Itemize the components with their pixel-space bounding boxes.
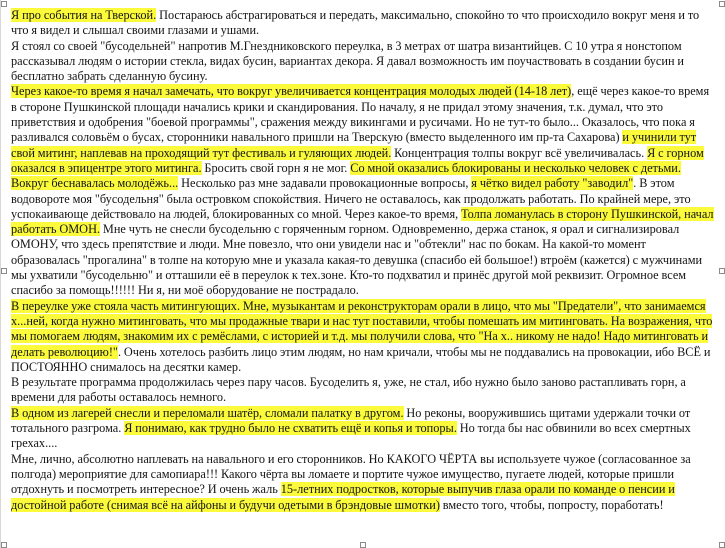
selection-handle-top-left[interactable] xyxy=(1,1,7,7)
highlighted-text: Я про события на Тверской. xyxy=(11,8,157,22)
paragraph-2 xyxy=(11,39,716,85)
highlighted-text: Я понимаю, как трудно было не схватить ещё и копья и топоры. xyxy=(124,421,457,436)
paragraph-text: Но тогда бы нас обвинили во всех смертных грехах.... xyxy=(11,421,691,451)
paragraph-text: Мне чуть не снесли бусодельню с горяченным горном. Одновременно, держа станок, я орал и сигнализировал ОМОНУ, что здесь препятствие и люди. Мне повезло, что они увидели нас и "обтекли" нас по бокам. На какой-то момент образовалась "прогалина" в толпе на которую мне и указала какая-то девушка (спасибо ей большое!) втроём (кажется) с мужчинами мы ухватили "бусодельню" и отташили её в переулок к тех.зоне. Кто-то подхватил и принёс другой мой реквизит. Огромное всем спасибо за помощь!!!!!! Ни я, ни моё оборудование не пострадало. xyxy=(11,222,703,298)
paragraph-text: Постараюсь абстрагироваться и передать, максимально, спокойно то что происходило вокруг меня и то что я видел и слышал своими глазами и ушами. xyxy=(11,8,700,38)
highlighted-text: Толпа ломанулась в сторону Пушкинской, начал работать ОМОН. xyxy=(11,206,714,237)
highlighted-text: Я с горном оказался в эпицентре этого митинга. xyxy=(11,145,704,175)
selection-handle-bottom-middle[interactable] xyxy=(360,542,366,548)
selection-handle-bottom-left[interactable] xyxy=(1,542,7,548)
paragraph-7 xyxy=(11,452,716,513)
paragraph-3 xyxy=(11,84,716,298)
paragraph-text: Несколько раз мне задавали провокационные вопросы, xyxy=(178,176,472,191)
paragraph-text: Бросить свой горн я не мог. xyxy=(201,160,351,175)
selection-handle-top-right[interactable] xyxy=(719,1,725,7)
highlighted-text: В одном из лагерей снесли и переломали шатёр, сломали палатку в другом. xyxy=(11,405,404,420)
highlighted-text: В переулке уже стояла часть митингующих. Мне, музыкантам и реконструкторам орали в лицо, что мы "Предатели", что занимаемся х...ней, когда нужно митинговать, что мы продажные твари и нас тут поставили, чтобы помешать им митинговать. На возражения, что мы помогаем людям, знакомим их с ремёслами, с историей и т.д. мы получили слова, что "На х.. никому не надо! Надо митинговать и делать революцию!" xyxy=(11,298,713,359)
selection-handle-middle-left[interactable] xyxy=(1,268,7,274)
paragraph-text: . В этом водовороте моя "бусодельня" была островком спокойствия. Ничего не оставалось, как продолжать работать. По крайней мере, это успокаивающе действовало на людей, блокированных со мной. Через какое-то время, xyxy=(11,176,691,221)
paragraph-6 xyxy=(11,406,716,452)
paragraph-text: . Очень хотелось разбить лицо этим людям, но нам кричали, чтобы мы не поддавались на провокации, ибо ВСЁ и ПОСТОЯННО снималось на десятки камер. xyxy=(11,344,711,374)
highlighted-text: Со мной оказались блокированы и несколько человек с детьми. Вокруг беснавалась молодёжь... xyxy=(11,160,681,191)
paragraph-5 xyxy=(11,375,716,406)
paragraph-4 xyxy=(11,299,716,375)
paragraph-text: В результате программа продолжилась через пару часов. Бусоделить я, уже, не стал, ибо нужно было заново растапливать горн, а времени для работы оставалось немного. xyxy=(11,375,686,405)
paragraph-text: Мне, лично, абсолютно наплевать на навального и его сторонников. Но КАКОГО ЧЁРТА вы используете чужое (согласованное за полгода) мероприятие для самопиара!!! Какого чёрта вы ломаете и портите чужое имущество, пугаете людей, которые пришли отдохнуть и посмотреть интересное? И очень жаль xyxy=(11,451,691,497)
paragraph-text: Концентрация толпы вокруг всё увеличивалась. xyxy=(391,145,648,160)
paragraph-text: Я стоял со своей "бусодельней" напротив М.Гнездниковского переулка, в 3 метрах от шатра византийцев. С 10 утра я нонстопом рассказывал людям о истории стекла, видах бусин, вариантах декора. Я давал возможность им поучаствовать в создании бусин и бесплатно забрать сделанную бусину. xyxy=(11,38,684,84)
paragraph-1 xyxy=(11,8,716,39)
highlighted-text: я чётко видел работу "заводил" xyxy=(471,176,634,191)
highlighted-text: 15-летних подростков, которые выпучив глаза орали по команде о пенсии и достойной работе (снимая всё на айфоны и будучи одетыми в брэндовые шмотки) xyxy=(11,482,675,512)
highlighted-text: и учинили тут свой митинг, наплевав на проходящий тут фестиваль и гуляющих людей. xyxy=(11,130,697,160)
highlighted-text: Через какое-то время я начал замечать, что вокруг увеличивается концентрация молодых людей (14-18 лет) xyxy=(11,84,572,99)
paragraph-text: вместо того, чтобы, попросту, поработать! xyxy=(439,497,664,512)
paragraph-text: , ещё через какое-то время в стороне Пушкинской площади начались крики и скандирования. По началу, я не придал этому значения, т.к. думал, что это приветствия и одобрения "боевой программы", сражения между викингами и русичами. Но не тут-то было... Оказалось, что пока я разливался соловьём о бусах, сторонники навального пришли на Тверскую (вместо выделенного им пр-та Сахарова) xyxy=(11,84,710,145)
paragraph-text: Но реконы, вооружившись щитами удержали точки от тотального разгрома. xyxy=(11,405,691,436)
selection-handle-middle-right[interactable] xyxy=(719,268,725,274)
selection-handle-bottom-right[interactable] xyxy=(719,542,725,548)
